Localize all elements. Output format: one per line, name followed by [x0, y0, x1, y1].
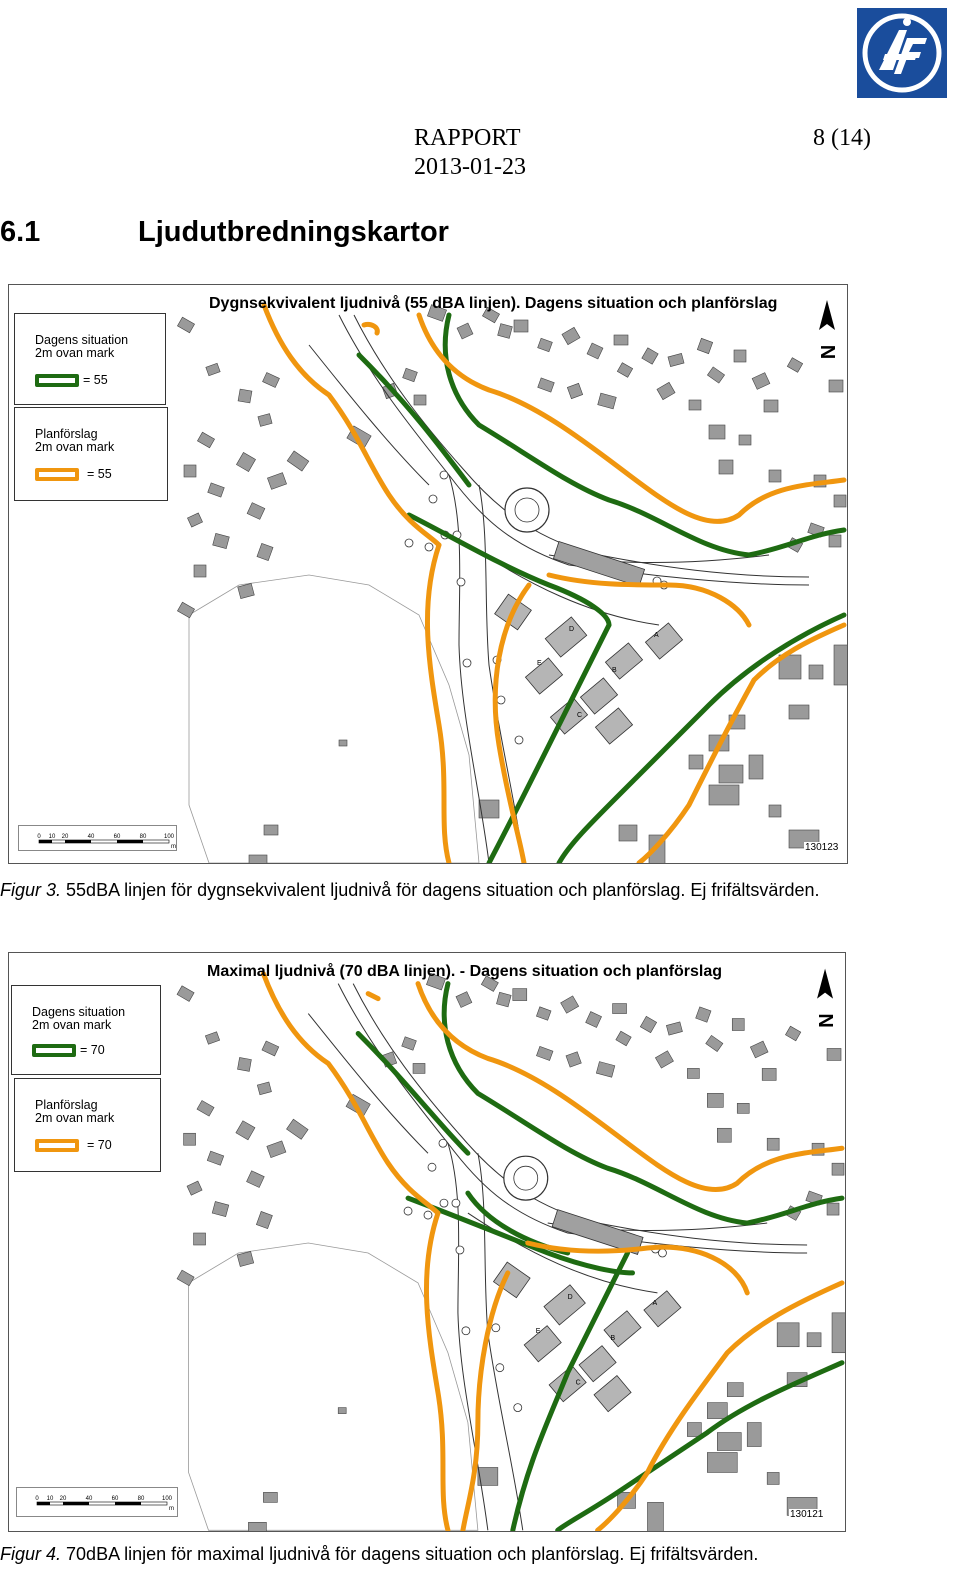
building	[561, 996, 579, 1013]
plan-building	[525, 658, 562, 694]
legend-current-value: = 70	[80, 1043, 105, 1057]
plan-building	[545, 617, 586, 657]
building	[832, 1313, 845, 1353]
building	[769, 805, 781, 817]
building	[707, 1452, 737, 1472]
building	[647, 1502, 663, 1531]
building-label: D	[567, 1293, 573, 1301]
building	[338, 1408, 346, 1414]
caption-label: Figur 4.	[0, 1544, 62, 1564]
building	[256, 1211, 272, 1228]
scale-segment	[117, 840, 143, 843]
noise-map-2	[8, 952, 846, 1532]
tree	[452, 1199, 460, 1207]
building	[719, 765, 743, 783]
scale-tick-label: 100	[163, 834, 175, 840]
building	[536, 1046, 553, 1060]
building	[249, 855, 267, 863]
building	[697, 338, 712, 353]
building	[789, 705, 809, 719]
plan-building	[580, 678, 617, 714]
building	[536, 1007, 551, 1020]
building	[687, 1423, 701, 1437]
building	[267, 473, 286, 490]
scale-segment	[115, 1502, 141, 1505]
building	[587, 343, 603, 359]
report-label: RAPPORT	[414, 125, 521, 151]
building	[787, 358, 802, 373]
building	[655, 1051, 673, 1068]
tree	[515, 736, 523, 744]
scale-unit: m	[169, 1506, 174, 1512]
green-contour	[444, 984, 842, 1223]
building	[187, 1181, 202, 1195]
building	[257, 543, 273, 560]
scale-bar-drawing	[17, 1488, 177, 1516]
building	[807, 1333, 821, 1347]
building	[247, 1171, 265, 1188]
legend-plan-value: = 70	[87, 1138, 112, 1152]
building-label: E	[535, 1327, 541, 1335]
building	[414, 395, 426, 405]
building-label: A	[654, 632, 659, 639]
building	[562, 327, 580, 344]
building	[762, 1068, 776, 1080]
noise-map-1	[8, 284, 848, 864]
building	[827, 1203, 839, 1215]
scale-unit: m	[171, 844, 176, 850]
figure-caption-4	[0, 1540, 950, 1569]
building	[767, 1138, 779, 1150]
tree	[463, 659, 471, 667]
tree	[457, 578, 465, 586]
building	[777, 1323, 799, 1347]
building	[197, 432, 214, 448]
plan-building	[605, 643, 642, 679]
building	[212, 1201, 229, 1216]
building	[834, 495, 846, 507]
map-id: 130121	[790, 1509, 824, 1520]
building	[257, 1082, 271, 1095]
building	[267, 1141, 286, 1158]
building	[498, 324, 513, 339]
legend-orange-swatch	[35, 1139, 79, 1152]
green-contour	[445, 315, 844, 555]
scale-tick-label: 60	[113, 834, 121, 840]
plan-building	[644, 1291, 681, 1327]
building	[287, 1119, 309, 1139]
section-number: 6.1	[0, 216, 41, 248]
building	[206, 363, 220, 376]
tree	[429, 495, 437, 503]
legend-plan-line2: 2m ovan mark	[35, 440, 115, 454]
scale-tick-label: 80	[137, 1496, 145, 1502]
building	[829, 535, 841, 547]
building-label: C	[575, 1379, 581, 1387]
building	[767, 1472, 779, 1484]
section-title: Ljudutbredningskartor	[138, 216, 449, 248]
building	[687, 1068, 699, 1078]
building	[413, 1063, 425, 1073]
scale-tick-label: 20	[59, 1496, 67, 1502]
building	[207, 1151, 224, 1165]
tree	[497, 696, 505, 704]
building	[657, 382, 675, 399]
scale-bar	[18, 825, 177, 851]
tree	[428, 1163, 436, 1171]
map-features	[177, 969, 845, 1531]
building	[616, 1031, 631, 1046]
tree	[462, 1327, 470, 1335]
building	[809, 665, 823, 679]
roundabout-center	[515, 498, 539, 522]
tree	[439, 1139, 447, 1147]
page-number: 8 (14)	[813, 125, 871, 151]
scale-tick-label: 80	[139, 834, 147, 840]
scale-segment	[63, 1502, 89, 1505]
orange-contour	[368, 994, 378, 999]
building	[752, 373, 770, 390]
tree	[440, 471, 448, 479]
building	[719, 460, 733, 474]
building	[739, 435, 751, 445]
legend-current	[11, 985, 161, 1075]
building-label: A	[652, 1299, 658, 1307]
figure-caption-3	[0, 876, 950, 905]
building	[247, 503, 265, 520]
legend-current-line2: 2m ovan mark	[32, 1018, 112, 1032]
building	[514, 320, 528, 332]
building	[403, 368, 418, 382]
legend-plan	[14, 1078, 161, 1172]
building	[769, 470, 781, 482]
building-label: D	[569, 626, 575, 633]
scale-segment	[39, 840, 52, 843]
building	[187, 513, 202, 527]
scale-tick-label: 40	[87, 834, 95, 840]
af-logo-icon	[857, 8, 947, 98]
building	[727, 1383, 743, 1397]
building	[567, 383, 582, 398]
tree	[456, 1246, 464, 1254]
building-label: B	[610, 1334, 616, 1342]
building	[236, 452, 255, 471]
map-title: Maximal ljudnivå (70 dBA linjen). - Dagens situation och planförslag	[207, 963, 723, 980]
north-arrow-icon	[819, 300, 835, 330]
building	[707, 1093, 723, 1107]
building	[194, 1233, 206, 1245]
building	[734, 350, 746, 362]
building	[732, 1019, 744, 1031]
plan-building	[524, 1326, 561, 1362]
building	[238, 1057, 252, 1071]
building	[538, 378, 555, 392]
building	[619, 825, 637, 841]
scale-tick-label: 100	[161, 1496, 173, 1502]
caption-text: 55dBA linjen för dygnsekvivalent ljudnivå för dagens situation och planförslag. Ej frifältsvärden.	[61, 880, 820, 900]
scale-tick-label: 0	[37, 834, 41, 840]
scale-outline	[39, 840, 169, 843]
legend-plan-line1: Planförslag	[35, 1098, 98, 1112]
building	[236, 1121, 255, 1140]
scale-segment	[65, 840, 91, 843]
building	[496, 992, 511, 1007]
building	[262, 1041, 279, 1056]
caption-text: 70dBA linjen för maximal ljudnivå för dagens situation och planförslag. Ej frifältsvärden.	[61, 1544, 759, 1564]
legend-green-swatch	[35, 374, 79, 387]
af-logo	[857, 8, 947, 98]
building	[184, 465, 196, 477]
tree	[492, 1324, 500, 1332]
building	[538, 338, 553, 352]
scale-tick-label: 0	[35, 1496, 39, 1502]
orange-contour	[528, 1243, 747, 1293]
building	[827, 1048, 841, 1060]
building	[177, 986, 194, 1002]
building	[642, 348, 658, 364]
building	[513, 989, 527, 1001]
building	[706, 1035, 723, 1051]
tree	[425, 543, 433, 551]
scale-tick-label: 40	[85, 1496, 93, 1502]
building	[707, 367, 724, 383]
building	[184, 1133, 196, 1145]
scale-bar-graphic	[35, 1496, 174, 1512]
building-label: B	[612, 667, 617, 674]
plan-building	[595, 708, 632, 744]
report-date: 2013-01-23	[414, 154, 526, 180]
scale-outline	[37, 1502, 167, 1505]
scale-tick-label: 10	[48, 834, 56, 840]
legend-plan-value: = 55	[87, 467, 112, 481]
tree	[424, 1211, 432, 1219]
building	[598, 393, 617, 409]
building	[834, 645, 847, 685]
plan-building	[544, 1285, 585, 1325]
legend-green-swatch	[32, 1044, 76, 1057]
building	[832, 1163, 844, 1175]
building	[456, 992, 472, 1008]
legend-current-line1: Dagens situation	[32, 1005, 126, 1019]
roundabout-center	[514, 1166, 538, 1190]
north-arrow-icon	[817, 969, 833, 999]
building	[177, 317, 194, 333]
scale-bar-graphic	[37, 834, 176, 850]
plan-building	[645, 623, 682, 659]
building	[596, 1062, 615, 1078]
scale-segment	[37, 1502, 50, 1505]
tree	[404, 1207, 412, 1215]
building	[747, 1423, 761, 1447]
building	[194, 565, 206, 577]
building	[264, 825, 278, 835]
legend-current	[14, 313, 166, 405]
building	[248, 1522, 266, 1531]
building	[238, 389, 252, 403]
orange-contour	[463, 1273, 508, 1530]
building	[709, 785, 739, 805]
building	[208, 483, 225, 497]
orange-contour	[495, 585, 529, 863]
building	[614, 335, 628, 345]
building	[689, 400, 701, 410]
tree	[496, 1364, 504, 1372]
orange-contour	[364, 324, 377, 333]
scale-bar-drawing	[19, 826, 176, 850]
building	[696, 1007, 711, 1022]
caption-label: Figur 3.	[0, 880, 62, 900]
building	[263, 1492, 277, 1502]
building	[402, 1037, 417, 1050]
building	[263, 373, 280, 388]
building	[617, 363, 632, 378]
scale-tick-label: 10	[46, 1496, 54, 1502]
building-label: E	[537, 660, 542, 667]
building	[586, 1012, 602, 1028]
map-features	[177, 300, 847, 863]
legend-plan-line2: 2m ovan mark	[35, 1111, 115, 1125]
building	[717, 1128, 731, 1142]
building	[457, 323, 473, 339]
building	[287, 451, 309, 471]
building	[749, 755, 763, 779]
building	[566, 1052, 581, 1067]
north-label: N	[816, 344, 838, 360]
building	[205, 1032, 219, 1045]
building	[666, 1022, 682, 1035]
building	[750, 1041, 768, 1058]
building	[213, 533, 230, 548]
legend-current-line1: Dagens situation	[35, 333, 129, 347]
legend-orange-swatch	[35, 468, 79, 481]
building	[829, 380, 843, 392]
building-label: C	[577, 712, 583, 719]
building	[339, 740, 347, 746]
building	[689, 755, 703, 769]
scale-tick-label: 60	[111, 1496, 119, 1502]
scale-tick-label: 20	[61, 834, 69, 840]
tree	[405, 539, 413, 547]
map-title: Dygnsekvivalent ljudnivå (55 dBA linjen). Dagens situation och planförslag	[209, 295, 778, 312]
building	[668, 353, 684, 366]
building	[197, 1101, 214, 1117]
building	[707, 1403, 727, 1419]
tree	[658, 1249, 666, 1257]
building	[640, 1016, 656, 1032]
legend-current-line2: 2m ovan mark	[35, 346, 115, 360]
tree	[514, 1404, 522, 1412]
building	[613, 1004, 627, 1014]
building	[717, 1433, 741, 1451]
green-contour	[559, 615, 844, 863]
north-label: N	[814, 1013, 837, 1028]
scale-bar	[16, 1487, 178, 1517]
building	[258, 414, 272, 427]
legend-current-value: = 55	[83, 373, 108, 387]
building	[764, 400, 778, 412]
building	[709, 425, 725, 439]
legend-plan	[14, 407, 168, 501]
orange-contour	[264, 305, 439, 545]
tree	[440, 1199, 448, 1207]
plan-building	[579, 1346, 616, 1382]
building	[737, 1103, 749, 1113]
map-id: 130123	[805, 842, 839, 853]
legend-plan-line1: Planförslag	[35, 427, 98, 441]
building	[785, 1026, 800, 1041]
plan-building	[594, 1376, 631, 1412]
